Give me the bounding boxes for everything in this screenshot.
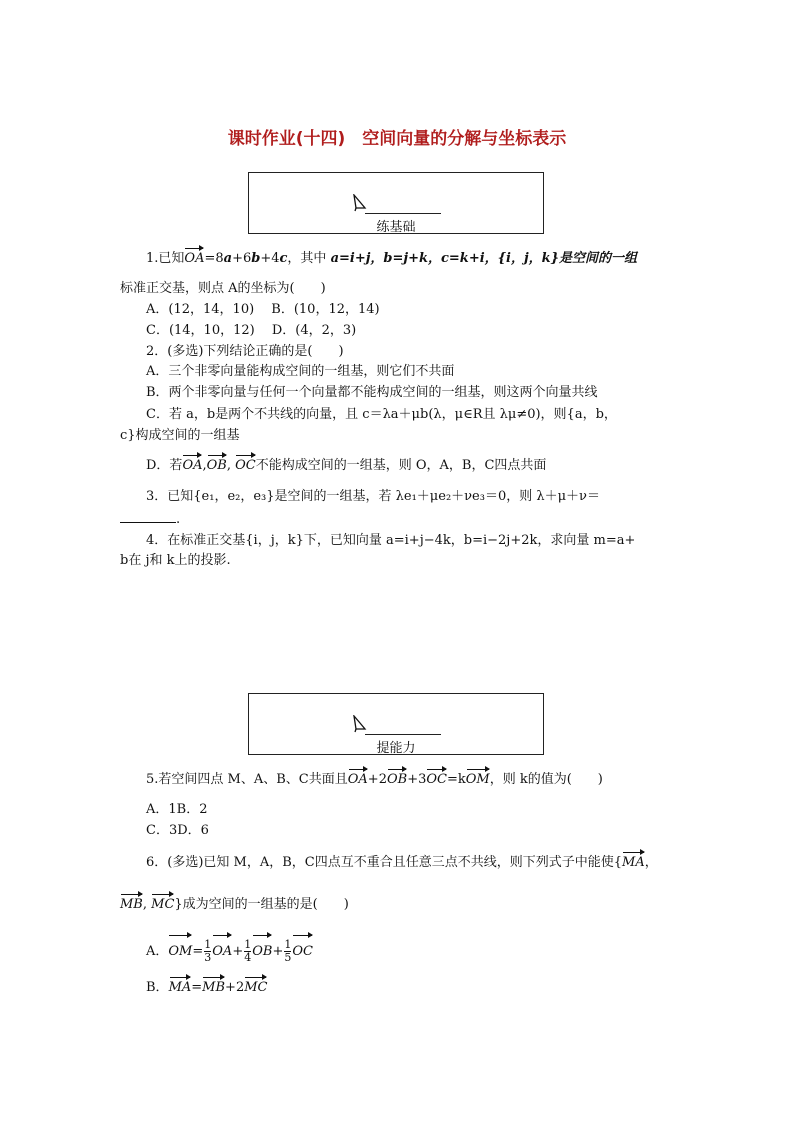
question-2-stem: 2．(多选)下列结论正确的是( ): [146, 344, 344, 359]
fraction: $\frac{1}{4}$: [244, 938, 252, 964]
question-4-line-2: b在 j和 k上的投影.: [120, 553, 231, 568]
question-2-option-d: D．若OA,OB, OC不能构成空间的一组基，则 O，A，B，C四点共面: [146, 458, 547, 473]
question-5-options-ab: A．1B．2: [146, 802, 208, 817]
question-6-option-a: A．OM= $\frac{1}{3}$ OA+ $\frac{1}{4}$ OB+ $\frac{1}{5}$ OC: [146, 938, 313, 964]
page-title: 课时作业(十四) 空间向量的分解与坐标表示: [227, 129, 567, 149]
vector-oa: OA: [184, 251, 205, 266]
question-2-option-c-line-1: C．若 a，b是两个不共线的向量，且 c＝λa＋μb(λ，μ∈R且 λμ≠0)，则{a，b，: [146, 407, 617, 422]
question-2-option-b: B．两个非零向量与任何一个向量都不能构成空间的一组基，则这两个向量共线: [146, 385, 598, 400]
question-2-option-c-line-2: c}构成空间的一组基: [120, 428, 240, 443]
question-6-line-2: MB, MC}成为空间的一组基的是( ): [120, 897, 349, 912]
section-header-advanced: [248, 693, 544, 755]
section-label: 提能力: [376, 741, 416, 756]
question-2-option-a: A．三个非零向量能构成空间的一组基，则它们不共面: [146, 364, 455, 379]
question-6-option-b: B．MA=MB+2MC: [146, 980, 268, 995]
question-3-line-1: 3．已知{e₁，e₂，e₃}是空间的一组基，若 λe₁＋μe₂＋νe₃＝0，则 λ＋μ＋ν＝: [146, 489, 600, 504]
question-3-blank: .: [120, 510, 180, 528]
pencil-icon: [351, 194, 367, 212]
question-1-line-1: 1.已知OA=8a+6b+4c，其中 a=i+j，b=j+k，c=k+i，{i，j，k}是空间的一组: [146, 251, 638, 266]
question-6-line-1: 6．(多选)已知 M，A，B，C四点互不重合且任意三点不共线，则下列式子中能使{MA，: [146, 855, 658, 870]
question-5-stem: 5.若空间四点 M、A、B、C共面且OA+2OB+3OC=kOM，则 k的值为( ): [146, 772, 603, 787]
header-underline: [365, 734, 441, 735]
answer-blank: [120, 510, 176, 523]
pencil-icon: [351, 715, 367, 733]
section-header-basic: [248, 172, 544, 234]
fraction: $\frac{1}{3}$: [204, 938, 212, 964]
fraction: $\frac{1}{5}$: [284, 938, 292, 964]
question-1-line-2: 标准正交基，则点 A的坐标为( ): [120, 281, 326, 296]
question-5-options-cd: C．3D．6: [146, 823, 209, 838]
question-1-options-ab: A．(12，14，10) B．(10，12，14): [146, 302, 380, 317]
section-label: 练基础: [376, 220, 416, 235]
question-1-options-cd: C．(14，10，12) D．(4，2，3): [146, 323, 357, 338]
header-underline: [365, 213, 441, 214]
question-4-line-1: 4．在标准正交基{i，j，k}下，已知向量 a=i+j−4k，b=i−2j+2k，求向量 m=a+: [146, 533, 636, 548]
